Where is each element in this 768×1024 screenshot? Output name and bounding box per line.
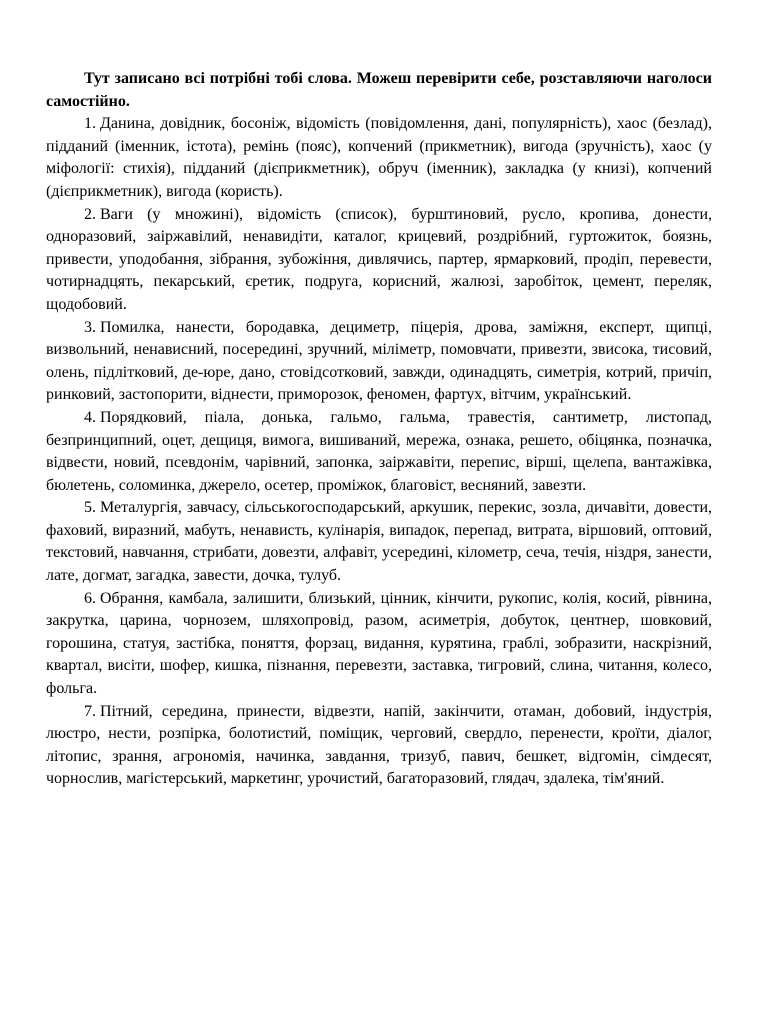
- word-list-paragraph-1: [46, 113, 712, 203]
- word-list-paragraph-5: [46, 497, 712, 587]
- paragraph-number: 7.: [84, 702, 96, 720]
- paragraph-text: Ваги (у множині), відомість (список), бурштиновий, русло, кропива, донести, одноразовий, заіржавілий, ненавидіти, каталог, крицевий, роздрібний, гуртожиток, боязнь, привести, уподобання, зібрання, зубожіння, дивлячись, партер, ярмарковий, продіп, перевести, чотирнадцять, пекарський, єретик, подруга, корисний, жалюзі, заробіток, цемент, переляк, щодобовий.: [46, 205, 712, 313]
- paragraph-number: 4.: [84, 408, 96, 426]
- document-page: [46, 68, 712, 791]
- word-list-paragraph-6: [46, 588, 712, 701]
- paragraph-number: 1.: [84, 115, 96, 133]
- paragraph-text: Помилка, нанести, бородавка, дециметр, піцерія, дрова, заміжня, експерт, щипці, визвольний, ненависний, посередині, зручний, міліметр, помовчати, привезти, звисока, тисовий, олень, підлітковий, де-юре, дано, стовідсотковий, завжди, одинадцять, симетрія, котрий, причіп, ринковий, застопорити, віднести, приморозок, феномен, фартух, вітчим, український.: [46, 318, 712, 404]
- intro-text: Тут записано всі потрібні тобі слова. Можеш перевірити себе, розставляючи наголоси самостійно.: [46, 70, 712, 110]
- paragraph-number: 2.: [84, 205, 96, 223]
- paragraph-text: Данина, довідник, босоніж, відомість (повідомлення, дані, популярність), хаос (безлад), підданий (іменник, істота), ремінь (пояс), копчений (прикметник), вигода (зручність), хаос (у міфології: стихія), підданий (дієприкметник), обруч (іменник), закладка (у книзі), копчений (дієприкметник), вигода (користь).: [46, 115, 712, 200]
- word-list-paragraph-4: [46, 407, 712, 497]
- paragraph-number: 5.: [84, 499, 96, 517]
- paragraph-text: Пітний, середина, принести, відвезти, напій, закінчити, отаман, добовий, індустрія, люстро, нести, розпірка, болотистий, поміщик, черговий, свердло, перенести, кроїти, діалог, літопис, зрання, агрономія, начинка, завдання, тризуб, павич, бешкет, відгомін, сімдесят, чорнослив, магістерський, маркетинг, урочистий, багаторазовий, глядач, здалека, тім'яний.: [46, 702, 712, 788]
- paragraph-text: Металургія, завчасу, сільськогосподарський, аркушик, перекис, зозла, дичавіти, довести, фаховий, виразний, мабуть, ненависть, кулінарія, випадок, перепад, витрата, віршовий, оптовий, текстовий, навчання, стрибати, довезти, алфавіт, усередині, кілометр, сеча, течія, ніздря, занести, лате, догмат, загадка, завести, дочка, тулуб.: [46, 499, 712, 585]
- paragraph-number: 6.: [84, 589, 96, 607]
- paragraph-text: Порядковий, піала, донька, гальмо, гальма, травестія, сантиметр, листопад, безпринципний, оцет, дещиця, вимога, вишиваний, мережа, ознака, решето, обіцянка, позначка, відвести, новий, псевдонім, чарівний, запонка, заіржавіти, перепис, вірші, щелепа, вантажівка, бюлетень, соломинка, джерело, осетер, проміжок, благовіст, весняний, завезти.: [46, 408, 712, 494]
- paragraph-text: Обрання, камбала, залишити, близький, цінник, кінчити, рукопис, колія, косий, рівнина, закрутка, царина, чорнозем, шляхопровід, разом, асиметрія, добуток, центнер, шовковий, горошина, статуя, застібка, поняття, форзац, видання, курятина, граблі, зобразити, наскрізний, квартал, висіти, шофер, кишка, пізнання, перевезти, заставка, тигровий, слина, читання, колесо, фольга.: [46, 589, 712, 698]
- paragraph-number: 3.: [84, 318, 96, 336]
- word-list-paragraph-2: [46, 204, 712, 317]
- word-list-paragraph-3: [46, 317, 712, 407]
- word-list-paragraph-7: [46, 701, 712, 791]
